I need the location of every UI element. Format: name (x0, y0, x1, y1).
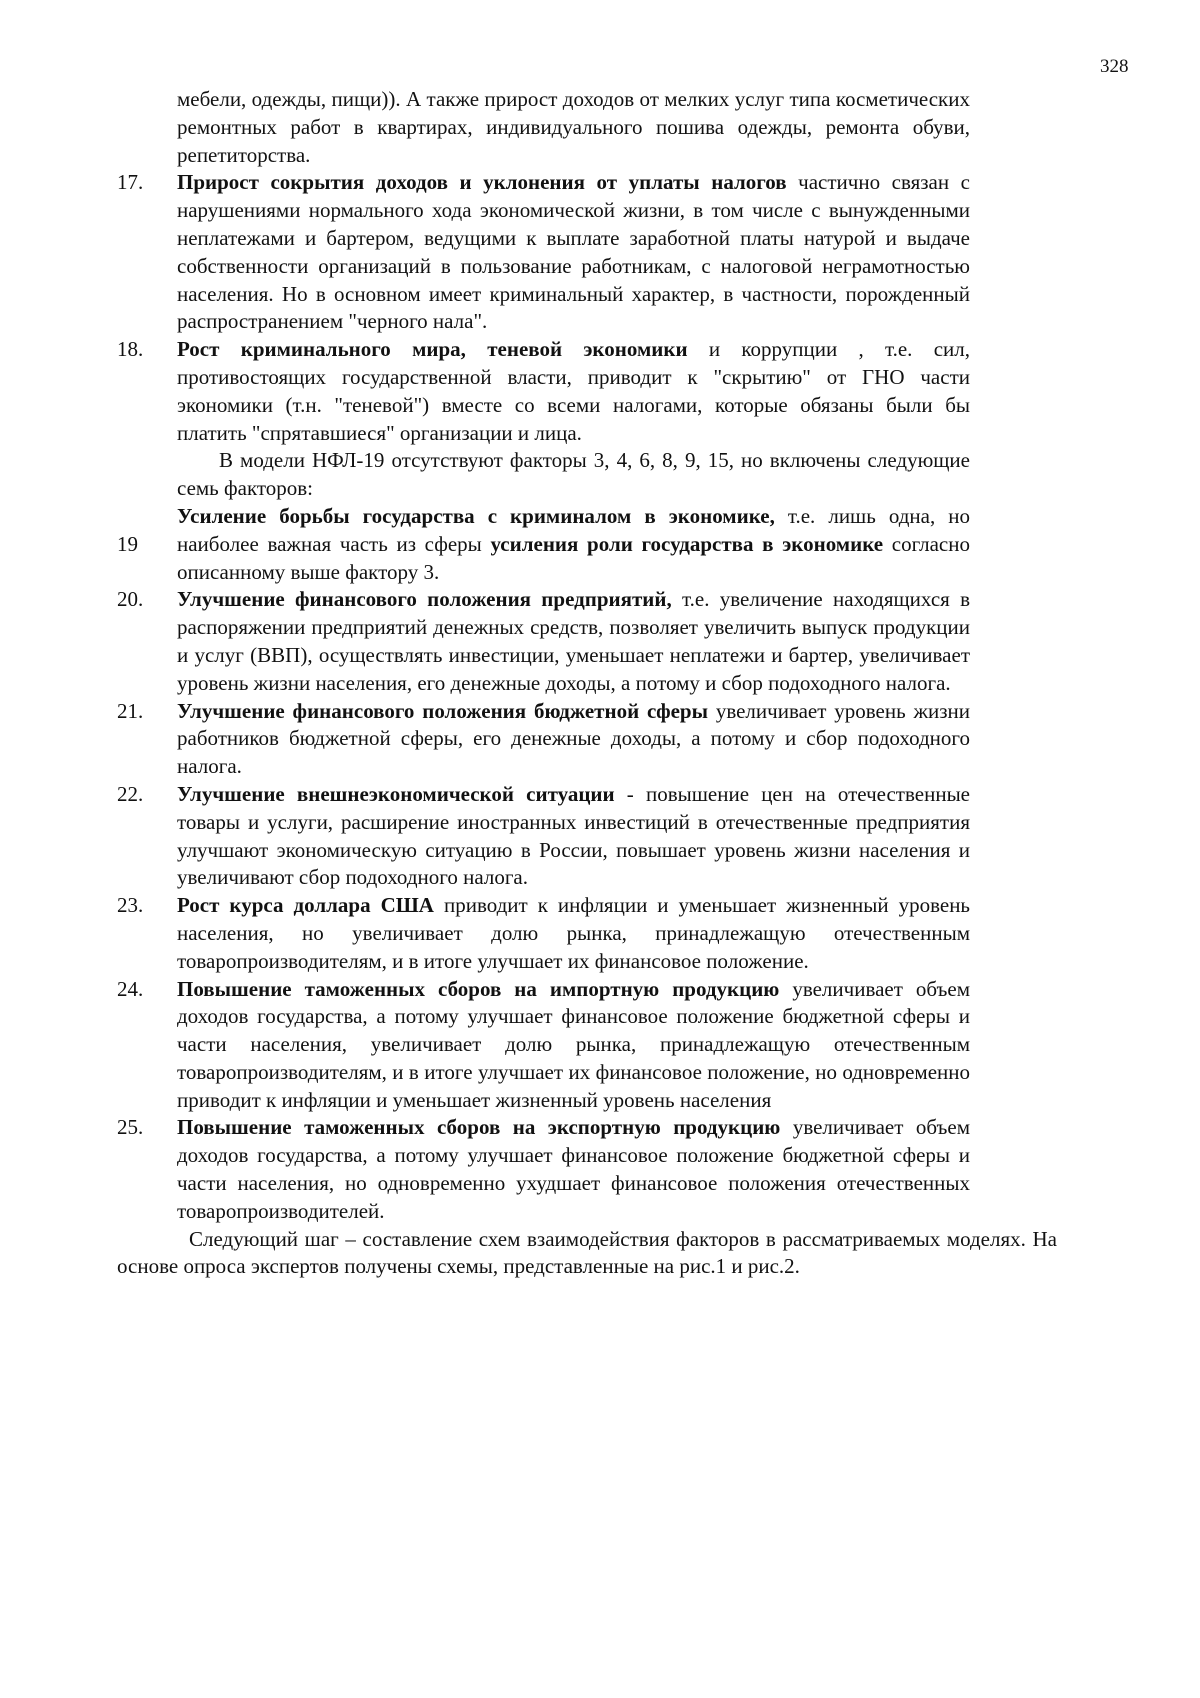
item-body: увеличивает уровень жизни работников бюджетной сферы, его денежные доходы, а потому и сбор подоходного налога. (177, 698, 970, 779)
document-body (117, 86, 1057, 1281)
item-number: 24. (117, 976, 144, 1001)
item-text (177, 503, 970, 586)
list-item-21 (117, 698, 1057, 781)
list-item-22 (117, 781, 1057, 892)
item-number: 22. (117, 781, 144, 806)
item-body: - повышение цен на отечественные товары и услуги, расширение иностранных инвестиций в отечественные предприятия улучшают экономическую ситуацию в России, повышает уровень жизни населения и увеличивают сбор подоходного налога. (177, 781, 971, 890)
item-heading: Повышение таможенных сборов на импортную продукцию (177, 976, 780, 1001)
list-item-19 (117, 503, 1057, 586)
item-number: 20. (117, 587, 144, 612)
list-item-25 (117, 1114, 1057, 1225)
item-text (177, 892, 970, 975)
item-heading: Повышение таможенных сборов на экспортную продукцию (177, 1115, 781, 1140)
item-number: 19 (117, 531, 138, 556)
item-separator: , (460, 337, 488, 362)
item-number: 21. (117, 698, 144, 723)
item-body: частично связан с нарушениями нормального хода экономической жизни, в том числе с вынужденными неплатежами и бартером, ведущими к выплате заработной платы натурой и выдаче собственности организаций в пользование работникам, с налоговой неграмотностью населения. Но в основном имеет криминальный характер, в частности, порожденный распространением "черного нала". (177, 170, 970, 334)
item-heading: Прирост сокрытия доходов и уклонения от уплаты налогов (177, 170, 787, 195)
list-item-23 (117, 892, 1057, 975)
item-body: т.е. лишь одна, но наиболее важная часть из сферы (177, 503, 970, 556)
item-number: 18. (117, 337, 144, 362)
list-item-24 (117, 976, 1057, 1115)
item-body: т.е. увеличение находящихся в распоряжении предприятий денежных средств, позволяет увеличить выпуск продукции и услуг (ВВП), осуществлять инвестиции, уменьшает неплатежи и бартер, увеличивает уровень жизни населения, его денежные доходы, а потому и сбор подоходного налога. (177, 587, 970, 695)
item-heading: Улучшение финансового положения бюджетной сферы (177, 698, 708, 723)
page-number: 328 (1100, 56, 1129, 77)
middle-paragraph: В модели НФЛ-19 отсутствуют факторы 3, 4, 6, 8, 9, 15, но включены следующие семь факторов: (177, 448, 970, 501)
intro-continuation: мебели, одежды, пищи)). А также прирост доходов от мелких услуг типа косметических ремонтных работ в квартирах, индивидуального пошива одежды, ремонта обуви, репетиторства. (177, 87, 970, 167)
item-number: 17. (117, 170, 144, 195)
list-item-20 (117, 586, 1057, 697)
item-heading-2: усиления роли государства в экономике (490, 531, 884, 556)
item-number: 25. (117, 1115, 144, 1140)
item-heading-2: теневой экономики (487, 337, 688, 362)
item-number: 23. (117, 893, 144, 918)
item-heading: Улучшение внешнеэкономической ситуации (177, 781, 615, 806)
item-text (177, 976, 970, 1115)
item-body: увеличивает объем доходов государства, а потому улучшает финансовое положение бюджетной сферы и части населения, но одновременно ухудшает финансовое положения отечественных товаропроизводителей. (177, 1115, 971, 1223)
item-text (177, 781, 970, 892)
list-item-17 (117, 169, 1057, 336)
item-text (177, 336, 970, 447)
item-text (177, 698, 970, 781)
item-text (177, 169, 970, 336)
list-item-18 (117, 336, 1057, 447)
item-text (177, 1114, 970, 1225)
item-heading: Рост курса доллара США (177, 893, 434, 918)
item-heading: Улучшение финансового положения предприятий, (177, 587, 672, 612)
item-body-2: согласно описанному выше фактору 3. (177, 531, 970, 584)
item-heading: Рост криминального мира (177, 337, 461, 362)
final-paragraph: Следующий шаг – составление схем взаимодействия факторов в рассматриваемых моделях. На основе опроса экспертов получены схемы, представленные на рис.1 и рис.2. (117, 1226, 1057, 1279)
item-body: приводит к инфляции и уменьшает жизненный уровень населения, но увеличивает долю рынка, принадлежащую отечественным товаропроизводителям, и в итоге улучшает их финансовое положение. (177, 893, 971, 973)
item-heading: Усиление борьбы государства с криминалом в экономике, (177, 503, 775, 528)
item-text (177, 586, 970, 697)
item-body: и коррупции , т.е. сил, противостоящих государственной власти, приводит к "скрытию" от ГНО части экономики (т.н. "теневой") вместе со всеми налогами, которые обязаны были бы платить "спрятавшиеся" организации и лица. (177, 337, 971, 445)
item-body: увеличивает объем доходов государства, а потому улучшает финансовое положение бюджетной сферы и части населения, увеличивает долю рынка, принадлежащую отечественным товаропроизводителям, и в итоге улучшает их финансовое положение, но одновременно приводит к инфляции и уменьшает жизненный уровень населения (177, 976, 971, 1112)
